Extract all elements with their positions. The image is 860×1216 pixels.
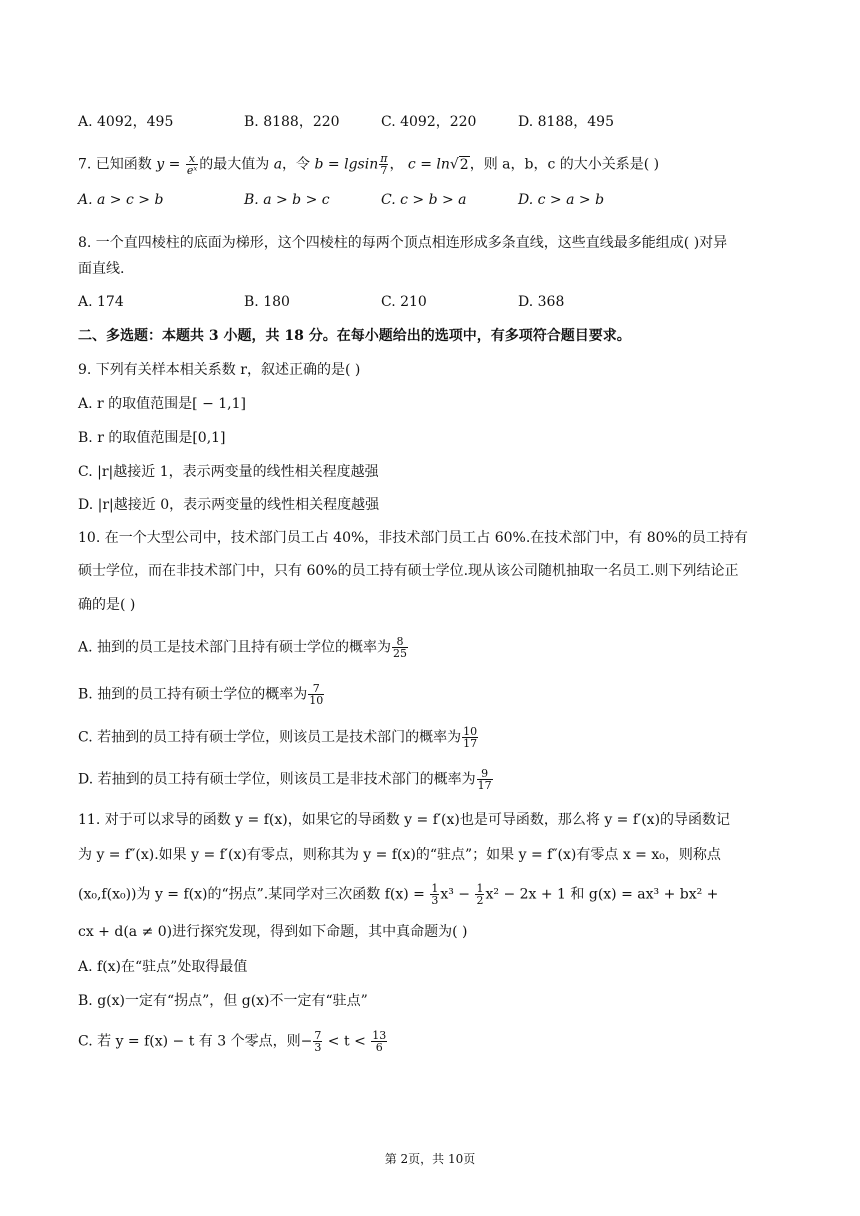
q7-option-c: C. c > b > a	[381, 192, 467, 208]
q10-option-c: C. 若抽到的员工持有硕士学位，则该员工是技术部门的概率为 $\frac{10}{17}$	[78, 725, 478, 750]
q7-option-b: B. a > b > c	[244, 192, 330, 208]
q6-option-a: A. 4092，495	[78, 114, 174, 130]
q6-option-c: C. 4092，220	[381, 114, 477, 130]
q11-stem-line1: 11. 对于可以求导的函数 y = f(x)，如果它的导函数 y = f′(x)也是可导函数，那么将 y = f′(x)的导函数记	[78, 812, 731, 828]
q8-option-c: C. 210	[381, 294, 427, 310]
q6-option-d: D. 8188，495	[518, 114, 614, 130]
q7-option-d: D. c > a > b	[518, 192, 605, 208]
page-footer: 第 2页，共 10页	[384, 1152, 476, 1166]
q7-fraction-pi-over-7: $\frac{\pi}{7}$	[380, 152, 388, 177]
q11-stem-line4: cx + d(a ≠ 0)进行探究发现，得到如下命题，其中真命题为( )	[78, 924, 468, 940]
q11-stem-line2: 为 y = f″(x).如果 y = f′(x)有零点，则称其为 y = f(x)的“驻点”；如果 y = f″(x)有零点 x = x₀，则称点	[78, 847, 721, 863]
q11-option-b: B. g(x)一定有“拐点”，但 g(x)不一定有“驻点”	[78, 993, 368, 1009]
q9-option-d: D. |r|越接近 0，表示两变量的线性相关程度越强	[78, 497, 380, 513]
q10-option-d: D. 若抽到的员工持有硕士学位，则该员工是非技术部门的概率为 $\frac{9}{17}$	[78, 767, 492, 792]
q6-option-b: B. 8188，220	[244, 114, 340, 130]
q10-stem-line2: 硕士学位，而在非技术部门中，只有 60%的员工持有硕士学位.现从该公司随机抽取一名员工.则下列结论正	[78, 563, 739, 579]
q9-option-b: B. r 的取值范围是[0,1]	[78, 430, 226, 446]
q8-stem-line1: 8. 一个直四棱柱的底面为梯形，这个四棱柱的每两个顶点相连形成多条直线，这些直线最多能组成( )对异	[78, 235, 728, 251]
q10-option-b: B. 抽到的员工持有硕士学位的概率为 $\frac{7}{10}$	[78, 682, 324, 707]
q9-stem: 9. 下列有关样本相关系数 r，叙述正确的是( )	[78, 362, 361, 378]
q10-stem-line1: 10. 在一个大型公司中，技术部门员工占 40%，非技术部门员工占 60%.在技术部门中，有 80%的员工持有	[78, 530, 748, 546]
q11-option-c: C. 若 y = f(x) − t 有 3 个零点，则− $\frac{7}{3}$ < t < $\frac{13}{6}$	[78, 1029, 387, 1054]
q8-stem-line2: 面直线.	[78, 261, 125, 277]
q8-option-d: D. 368	[518, 294, 565, 310]
q7-stem: 7. 已知函数 y = $\frac{x}{\text{eˣ}}$ 的最大值为 a，令 b = lgsin $\frac{\pi}{7}$ ， c = ln√2，则 a，b，c 的大小关系是( )	[78, 152, 660, 177]
q7-fraction-x-over-ex: $\frac{x}{\text{eˣ}}$	[186, 152, 198, 177]
q9-option-a: A. r 的取值范围是[ − 1,1]	[78, 396, 246, 412]
q8-option-a: A. 174	[78, 294, 124, 310]
q10-stem-line3: 确的是( )	[78, 597, 136, 613]
q9-option-c: C. |r|越接近 1，表示两变量的线性相关程度越强	[78, 464, 379, 480]
q11-option-a: A. f(x)在“驻点”处取得最值	[78, 959, 248, 975]
q10-option-a: A. 抽到的员工是技术部门且持有硕士学位的概率为 $\frac{8}{25}$	[78, 635, 408, 660]
q11-stem-line3: (x₀,f(x₀))为 y = f(x)的“拐点”.某同学对三次函数 f(x) = $\frac{1}{3}$ x³ − $\frac{1}{2}$ x² − 2x + 1 和 g(x) = ax³ + bx² +	[78, 882, 719, 907]
section2-heading: 二、多选题：本题共 3 小题，共 18 分。在每小题给出的选项中，有多项符合题目要求。	[78, 328, 631, 344]
q8-option-b: B. 180	[244, 294, 290, 310]
q7-option-a: A. a > c > b	[78, 192, 164, 208]
